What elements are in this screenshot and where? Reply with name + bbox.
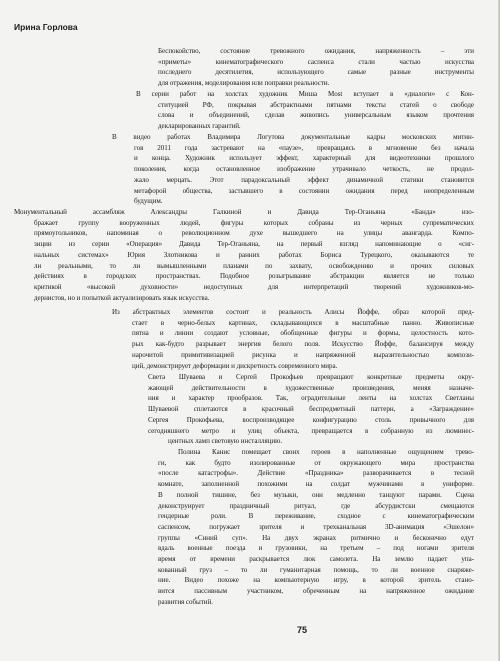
text-line: «приметы» кинематографического саспенса стали частью искусства: [158, 57, 474, 66]
text-line: прямоугольников, напоминая о революционном духе вышедшего на улицы авангарда. Компо-: [34, 229, 474, 238]
text-line: бражает группу вооруженных людей, фигуры которых собраны из черных супрематических: [34, 218, 474, 227]
paragraph-7: [158, 447, 474, 608]
paragraph-3: [112, 132, 474, 207]
text-line: нальных системах» Юрия Злотникова и ранних работах Бориса Турецкого, оказываются те: [34, 250, 474, 259]
text-line: Сергея Прокофьева, воспроизводящее конфигурацию столь привычного для: [148, 415, 474, 424]
text-line: Шуваевой сплетаются в красочный беспредметный паттерн, а «Заграждение»: [148, 405, 474, 414]
text-line: последнего десятилетия, использующего самые разные инструменты: [158, 68, 474, 77]
text-line: Монументальный ассамбляж Александры Галкиной и Давида Тер-Оганьяна «Банда» изо-: [14, 208, 474, 216]
text-line: центных ламп световую инсталляцию.: [168, 437, 283, 446]
text-line: ций, демонстрирует деформации и дискретность современного мира.: [132, 361, 338, 370]
text-line: поколения, когда остановленное изображение утрачивало четкость, не продол-: [134, 165, 474, 174]
text-line: ги, как будто изолированные от окружающего мира пространства: [158, 458, 474, 467]
text-line: время от времени раскрывается люк самолета. На землю падает упа-: [158, 555, 474, 564]
text-line: ние. Видео похоже на компьютерную игру, в которой зритель стано-: [158, 576, 474, 585]
text-line: жающей действительности в художественные произведения, меняя назначе-: [148, 383, 474, 392]
text-line: «после катастрофы». Действие «Праздника» разворачивается в тесной: [158, 469, 474, 478]
text-line: группы «Синий суп». На двух экранах ритмично и бесконечно едут: [158, 533, 474, 542]
text-line: Из абстрактных элементов состоит и реальность Алисы Йоффе, образ которой пред-: [112, 308, 474, 316]
text-line: Полина Канис помещает своих героев в наполненные ощущением трево-: [178, 448, 474, 456]
text-line: гов 2011 года застревают на «паузе», превращаясь в мгновение без начала: [134, 143, 474, 152]
text-line: Света Шуваева и Сергей Прокофьев превращают конкретные предметы окру-: [148, 373, 474, 381]
text-line: вится пассивным участником, обреченным на напряженное ожидание: [158, 587, 474, 596]
paragraph-1: [158, 46, 474, 89]
text-line: будущим.: [134, 197, 163, 206]
text-line: В серии работ на холстах художник Миша Most вступает в «диалоги» с Кон-: [136, 90, 474, 98]
paragraph-4: [14, 207, 474, 303]
text-line: пятна и линии создают условные, обобщенные фигуры и формы, целостность кото-: [132, 329, 474, 338]
text-line: метафорой общества, застывшего в состоянии ожидания перед неопределенным: [134, 186, 474, 195]
text-line: сегодняшнего метро и улиц объекта, превращается в собранную из люминес-: [148, 426, 474, 435]
text-line: В видео работах Владимира Логутова документальные кадры московских митин-: [112, 133, 474, 141]
text-line: развития событий.: [158, 597, 213, 606]
page-number: 75: [297, 625, 308, 635]
text-line: ли реальными, то ли вымышленными планами по захвату, освобождению и прочих силовых: [34, 261, 474, 270]
paragraph-6: [148, 372, 474, 447]
text-line: ния и характер прообразов. Так, оградительные ленты на холстах Светланы: [148, 394, 474, 403]
text-line: саспенсом, погружает зрителя и трехканальная 3D-анимация «Эшелон»: [158, 522, 474, 531]
text-line: слова и объединений, сделав живопись универсальным языком прочтения: [158, 111, 474, 120]
text-line: ституцией РФ, покрывая абстрактными пятнами тексты статей о свободе: [158, 100, 474, 109]
text-line: нарочитой примитивизацией рисунка и напряженной выразительностью компози-: [132, 350, 474, 359]
text-line: стает в черно-белых картинах, складывающихся в масштабные панно. Живописные: [132, 318, 474, 327]
text-line: жало мерцать. Этот парадоксальный эффект динамичной статики становится: [134, 175, 474, 184]
text-line: зиции из серии «Операция» Давида Тер-Оганьяна, на первый взгляд напоминающие о «сиг-: [34, 240, 474, 249]
text-line: и конца. Художник использует эффект, характерный для видеотехники прошлого: [134, 154, 474, 163]
text-line: дернистов, но и попыткой актуализировать язык искусства.: [34, 293, 210, 302]
text-line: для отражения, моделирования или поправки реальности.: [158, 79, 330, 88]
text-line: действиях в городских пространствах. Подобное розыгрывание абстракции является не только: [34, 272, 474, 281]
text-line: комнате, заполненной похожими на солдат мужчинами в униформе.: [158, 480, 474, 489]
text-line: гендерные роли. В переживание, сходное с кинематографическим: [158, 512, 474, 521]
text-line: В полной тишине, без музыки, они медленно танцуют парами. Сцена: [158, 490, 474, 499]
text-line: деконструирует праздничный ритуал, где абсурдистски смещаются: [158, 501, 474, 510]
paragraph-2: [136, 89, 474, 132]
text-line: Беспокойство, состояние тревожного ожидания, напряженность – эти: [158, 47, 474, 55]
text-line: критикой «высокой духовности» недоступных для интерпретаций творений художников-мо-: [34, 282, 474, 291]
text-line: декларированных гарантий.: [158, 122, 241, 131]
text-line: рых как-будто разрывает энергия белого поля. Искусство Йоффе, балансируя между: [132, 340, 474, 349]
paragraph-5: [112, 307, 474, 371]
text-line: кованный груз – то ли гуманитарная помощь, то ли военное снаряже-: [158, 565, 474, 574]
author-name: Ирина Горлова: [14, 22, 78, 32]
text-line: вдаль военные поезда и грузовики, на третьем – под ногами зрителя: [158, 544, 474, 553]
